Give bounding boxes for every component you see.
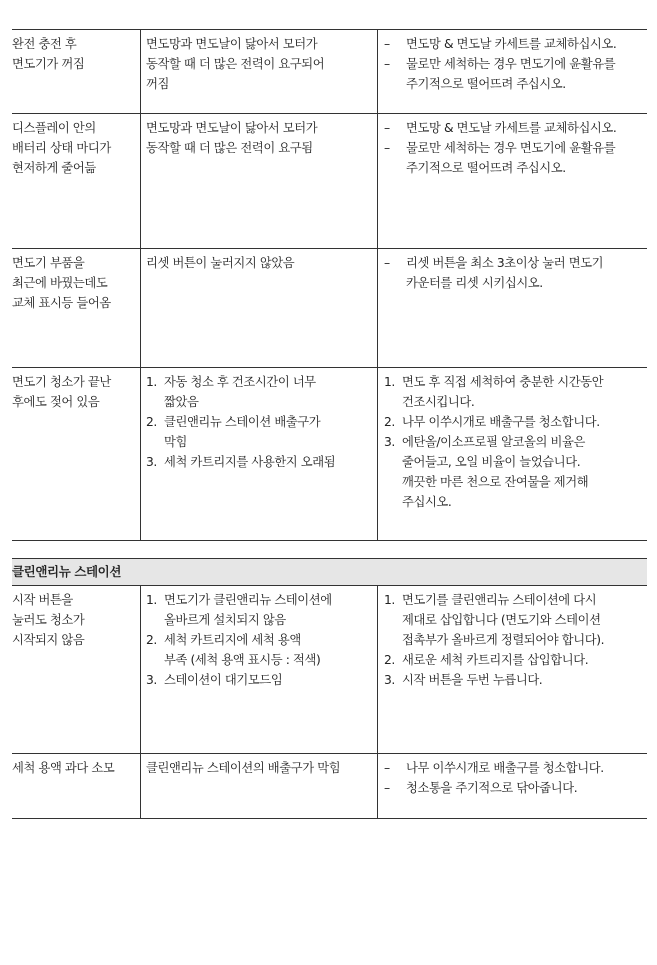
problem-text: 완전 충전 후 bbox=[12, 37, 77, 51]
solution-text: 제대로 삽입합니다 (면도기와 스테이션 bbox=[402, 613, 601, 627]
problem-text: 후에도 젖어 있음 bbox=[12, 394, 100, 409]
cause-text: 부족 (세척 용액 표시등 : 적색) bbox=[164, 653, 321, 667]
cause-item bbox=[146, 372, 373, 412]
cause-item bbox=[146, 452, 373, 472]
solution-item bbox=[384, 138, 647, 178]
solution-text: – 면도망 & 면도날 카세트를 교체하십시오. bbox=[406, 120, 617, 135]
solution-item bbox=[384, 372, 647, 412]
item-number: 3. bbox=[384, 434, 395, 449]
solution-item bbox=[384, 34, 647, 54]
solution-text: 줄어들고, 오일 비율이 늘었습니다. bbox=[402, 454, 581, 469]
cause-item bbox=[146, 590, 373, 630]
solution-item bbox=[384, 412, 647, 432]
cause-cell bbox=[141, 753, 378, 818]
problem-cell bbox=[12, 367, 141, 540]
solution-item bbox=[384, 670, 647, 690]
solution-text: 나무 이쑤시개로 배출구를 청소합니다. bbox=[402, 414, 600, 429]
cause-text: 면도기가 클린앤리뉴 스테이션에 bbox=[164, 593, 332, 607]
solution-text: 주기적으로 떨어뜨려 주십시오. bbox=[406, 160, 566, 175]
cause-text: 짧았음 bbox=[164, 394, 199, 409]
cause-text: 세척 카트리지에 세척 용액 bbox=[164, 633, 301, 647]
solution-text: 깨끗한 마른 천으로 잔여물을 제거해 bbox=[402, 474, 589, 489]
problem-text: 면도기 부품을 bbox=[12, 255, 85, 270]
cause-cell bbox=[141, 367, 378, 540]
item-number: 3. bbox=[384, 673, 395, 687]
solution-text: 접촉부가 올바르게 정렬되어야 합니다). bbox=[402, 633, 605, 647]
solution-cell bbox=[378, 248, 648, 367]
cause-text: 리셋 버튼이 눌러지지 않았음 bbox=[146, 255, 295, 270]
problem-text: 최근에 바꿨는데도 bbox=[12, 275, 108, 290]
problem-cell bbox=[12, 753, 141, 818]
problem-text: 배터리 상태 마디가 bbox=[12, 140, 111, 155]
problem-cell bbox=[12, 30, 141, 113]
item-number: 1. bbox=[146, 593, 157, 607]
table-row bbox=[12, 367, 647, 540]
solution-text: – 물로만 세척하는 경우 면도기에 윤활유를 bbox=[406, 57, 616, 71]
solution-item bbox=[384, 253, 647, 293]
table-row bbox=[12, 248, 647, 367]
problem-text: 세척 용액 과다 소모 bbox=[12, 760, 115, 775]
solution-item bbox=[384, 778, 647, 798]
cause-text: 면도망과 면도날이 닳아서 모터가 bbox=[146, 37, 318, 51]
problem-text: 시작되지 않음 bbox=[12, 633, 85, 647]
problem-text: 면도기가 꺼짐 bbox=[12, 57, 85, 71]
problem-text: 현저하게 줄어듦 bbox=[12, 160, 96, 175]
cause-text: 꺼짐 bbox=[146, 77, 169, 91]
item-number: 2. bbox=[384, 653, 395, 667]
solution-item bbox=[384, 54, 647, 94]
cause-text: 동작할 때 더 많은 전력이 요구됨 bbox=[146, 140, 313, 155]
problem-text: 눌러도 청소가 bbox=[12, 613, 85, 627]
item-number: 2. bbox=[384, 414, 395, 429]
solution-text: 면도 후 직접 세척하여 충분한 시간동안 bbox=[402, 374, 604, 389]
problem-text: 면도기 청소가 끝난 bbox=[12, 374, 111, 389]
solution-cell bbox=[378, 367, 648, 540]
item-number: 3. bbox=[146, 454, 157, 469]
table-row bbox=[12, 586, 647, 753]
solution-text: – 리셋 버튼을 최소 3초이상 눌러 면도기 bbox=[406, 255, 604, 270]
solution-text: 건조시킵니다. bbox=[402, 394, 475, 409]
cause-item bbox=[146, 670, 373, 690]
problem-cell bbox=[12, 248, 141, 367]
solution-text: – 나무 이쑤시개로 배출구를 청소합니다. bbox=[406, 760, 604, 775]
troubleshooting-table-shaver bbox=[12, 30, 647, 541]
solution-item bbox=[384, 432, 647, 512]
cause-text: 스테이션이 대기모드임 bbox=[164, 673, 283, 687]
solution-text: 새로운 세척 카트리지를 삽입합니다. bbox=[402, 653, 589, 667]
solution-text: – 면도망 & 면도날 카세트를 교체하십시오. bbox=[406, 37, 617, 51]
cause-text: 동작할 때 더 많은 전력이 요구되어 bbox=[146, 57, 325, 71]
cause-text: 자동 청소 후 건조시간이 너무 bbox=[164, 374, 316, 389]
item-number: 1. bbox=[384, 593, 395, 607]
item-number: 2. bbox=[146, 414, 157, 429]
cause-cell bbox=[141, 248, 378, 367]
cause-item bbox=[146, 412, 373, 452]
solution-item bbox=[384, 758, 647, 778]
cause-text: 클린앤리뉴 스테이션 배출구가 bbox=[164, 414, 321, 429]
item-number: 2. bbox=[146, 633, 157, 647]
troubleshooting-table-station bbox=[12, 586, 647, 819]
solution-cell bbox=[378, 753, 648, 818]
table-row bbox=[12, 30, 647, 113]
solution-text: – 물로만 세척하는 경우 면도기에 윤활유를 bbox=[406, 140, 616, 155]
problem-text: 디스플레이 안의 bbox=[12, 120, 96, 135]
problem-text: 시작 버튼을 bbox=[12, 593, 73, 607]
item-number: 1. bbox=[384, 374, 395, 389]
solution-cell bbox=[378, 113, 648, 248]
table-row bbox=[12, 753, 647, 818]
item-number: 1. bbox=[146, 374, 157, 389]
cause-text: 클린앤리뉴 스테이션의 배출구가 막힘 bbox=[146, 760, 341, 775]
cause-item bbox=[146, 630, 373, 670]
cause-text: 면도망과 면도날이 닳아서 모터가 bbox=[146, 120, 318, 135]
solution-text: 에탄올/이소프로필 알코올의 비율은 bbox=[402, 434, 585, 449]
cause-text: 세척 카트리지를 사용한지 오래됨 bbox=[164, 454, 336, 469]
solution-text: – 청소통을 주기적으로 닦아줍니다. bbox=[406, 780, 578, 795]
problem-cell bbox=[12, 586, 141, 753]
problem-cell bbox=[12, 113, 141, 248]
solution-item bbox=[384, 650, 647, 670]
section-header: 클린앤리뉴 스테이션 bbox=[12, 558, 647, 586]
cause-cell bbox=[141, 30, 378, 113]
solution-cell bbox=[378, 30, 648, 113]
problem-text: 교체 표시등 들어옴 bbox=[12, 295, 111, 310]
item-number: 3. bbox=[146, 673, 157, 687]
solution-text: 카운터를 리셋 시키십시오. bbox=[406, 275, 543, 290]
solution-cell bbox=[378, 586, 648, 753]
cause-cell bbox=[141, 586, 378, 753]
cause-cell bbox=[141, 113, 378, 248]
solution-item bbox=[384, 590, 647, 650]
solution-text: 면도기를 클린앤리뉴 스테이션에 다시 bbox=[402, 593, 597, 607]
cause-text: 막힘 bbox=[164, 434, 187, 449]
solution-text: 주기적으로 떨어뜨려 주십시오. bbox=[406, 77, 566, 91]
solution-text: 시작 버튼을 두번 누릅니다. bbox=[402, 673, 543, 687]
cause-text: 올바르게 설치되지 않음 bbox=[164, 613, 286, 627]
solution-text: 주십시오. bbox=[402, 494, 452, 509]
table-row bbox=[12, 113, 647, 248]
solution-item bbox=[384, 118, 647, 138]
